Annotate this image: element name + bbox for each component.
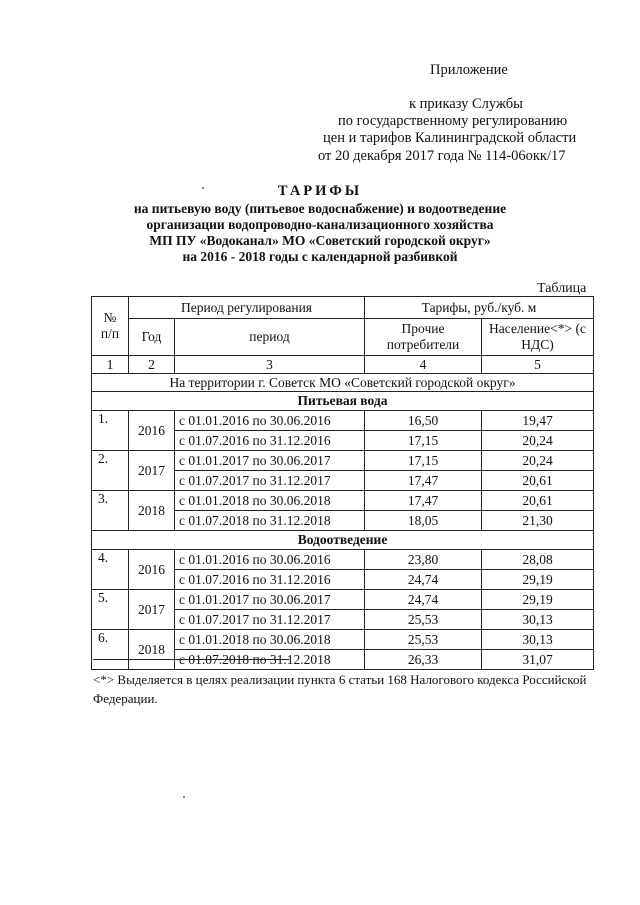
- territory-row: На территории г. Советск МО «Советский городской округ»: [92, 374, 594, 392]
- row-period: с 01.07.2016 по 31.12.2016: [175, 431, 365, 451]
- tariffs-table: [91, 296, 594, 670]
- row-tariff-population: 20,24: [482, 451, 594, 471]
- row-tariff-other: 23,80: [365, 550, 482, 570]
- row-period: с 01.01.2017 по 30.06.2017: [175, 451, 365, 471]
- order-line: к приказу Службы: [409, 96, 523, 112]
- row-tariff-population: 29,19: [482, 570, 594, 590]
- row-year: 2018: [129, 630, 175, 670]
- row-tariff-population: 20,61: [482, 471, 594, 491]
- row-tariff-population: 20,24: [482, 431, 594, 451]
- column-number: 2: [129, 356, 175, 374]
- row-tariff-population: 20,61: [482, 491, 594, 511]
- table-row: [92, 491, 594, 511]
- header-year: Год: [129, 319, 175, 356]
- title-line: на 2016 - 2018 годы с календарной разбивкой: [182, 249, 458, 264]
- table-row: [92, 550, 594, 570]
- row-period: с 01.01.2018 по 30.06.2018: [175, 491, 365, 511]
- row-number: 5.: [92, 590, 129, 630]
- row-number: 4.: [92, 550, 129, 590]
- row-tariff-population: 30,13: [482, 630, 594, 650]
- header-tariffs-group: Тарифы, руб./куб. м: [365, 297, 594, 319]
- footnote: <*> Выделяется в целях реализации пункта 6 статьи 168 Налогового кодекса Российской Федерации.: [93, 672, 587, 706]
- order-line: цен и тарифов Калининградской области: [323, 130, 577, 146]
- row-tariff-other: 17,15: [365, 431, 482, 451]
- column-number: 1: [92, 356, 129, 374]
- row-period: с 01.07.2017 по 31.12.2017: [175, 471, 365, 491]
- row-tariff-population: 30,13: [482, 610, 594, 630]
- row-number: 3.: [92, 491, 129, 531]
- row-tariff-other: 16,50: [365, 411, 482, 431]
- header-period: период: [175, 319, 365, 356]
- column-number: 3: [175, 356, 365, 374]
- row-tariff-population: 21,30: [482, 511, 594, 531]
- row-tariff-population: 19,47: [482, 411, 594, 431]
- row-number: 1.: [92, 411, 129, 451]
- header-period-group: Период регулирования: [129, 297, 365, 319]
- title-line: МП ПУ «Водоканал» МО «Советский городской округ»: [149, 233, 491, 248]
- header-no: [92, 297, 129, 356]
- row-tariff-other: 17,15: [365, 451, 482, 471]
- row-period: с 01.01.2016 по 30.06.2016: [175, 411, 365, 431]
- row-tariff-other: 25,53: [365, 630, 482, 650]
- footnote-rule: [93, 659, 289, 660]
- header-no-text: № п/п: [100, 309, 120, 341]
- row-tariff-other: 24,74: [365, 570, 482, 590]
- header-other-consumers: Прочие потребители: [365, 319, 482, 356]
- row-period: с 01.01.2016 по 30.06.2016: [175, 550, 365, 570]
- row-period: с 01.07.2018 по 31.12.2018: [175, 650, 365, 670]
- row-period: с 01.07.2016 по 31.12.2016: [175, 570, 365, 590]
- row-period: с 01.01.2018 по 30.06.2018: [175, 630, 365, 650]
- scan-speck: [183, 796, 185, 798]
- table-row: [92, 451, 594, 471]
- row-year: 2017: [129, 451, 175, 491]
- table-label: Таблица: [537, 281, 587, 296]
- column-number: 5: [482, 356, 594, 374]
- order-line: по государственному регулированию: [338, 113, 568, 129]
- scan-speck: [202, 187, 204, 189]
- row-tariff-other: 25,53: [365, 610, 482, 630]
- row-year: 2017: [129, 590, 175, 630]
- row-year: 2018: [129, 491, 175, 531]
- column-number: 4: [365, 356, 482, 374]
- row-period: с 01.07.2017 по 31.12.2017: [175, 610, 365, 630]
- section-header: Питьевая вода: [92, 392, 594, 411]
- row-period: с 01.07.2018 по 31.12.2018: [175, 511, 365, 531]
- order-line: от 20 декабря 2017 года № 114-06окк/17: [318, 148, 566, 164]
- row-tariff-other: 24,74: [365, 590, 482, 610]
- row-number: 6.: [92, 630, 129, 670]
- header-population: Население<*> (с НДС): [482, 319, 594, 356]
- row-tariff-population: 29,19: [482, 590, 594, 610]
- row-year: 2016: [129, 411, 175, 451]
- row-tariff-other: 26,33: [365, 650, 482, 670]
- row-period: с 01.01.2017 по 30.06.2017: [175, 590, 365, 610]
- table-row: [92, 590, 594, 610]
- section-header: Водоотведение: [92, 531, 594, 550]
- row-tariff-population: 28,08: [482, 550, 594, 570]
- row-number: 2.: [92, 451, 129, 491]
- table-row: [92, 411, 594, 431]
- title-line: на питьевую воду (питьевое водоснабжение) и водоотведение: [133, 201, 507, 216]
- row-tariff-other: 17,47: [365, 491, 482, 511]
- table-row: [92, 630, 594, 650]
- document-heading: ТАРИФЫ: [277, 183, 363, 199]
- title-line: организации водопроводно-канализационного хозяйства: [146, 217, 494, 232]
- row-year: 2016: [129, 550, 175, 590]
- row-tariff-population: 31,07: [482, 650, 594, 670]
- row-tariff-other: 17,47: [365, 471, 482, 491]
- row-tariff-other: 18,05: [365, 511, 482, 531]
- appendix-label: Приложение: [430, 62, 508, 78]
